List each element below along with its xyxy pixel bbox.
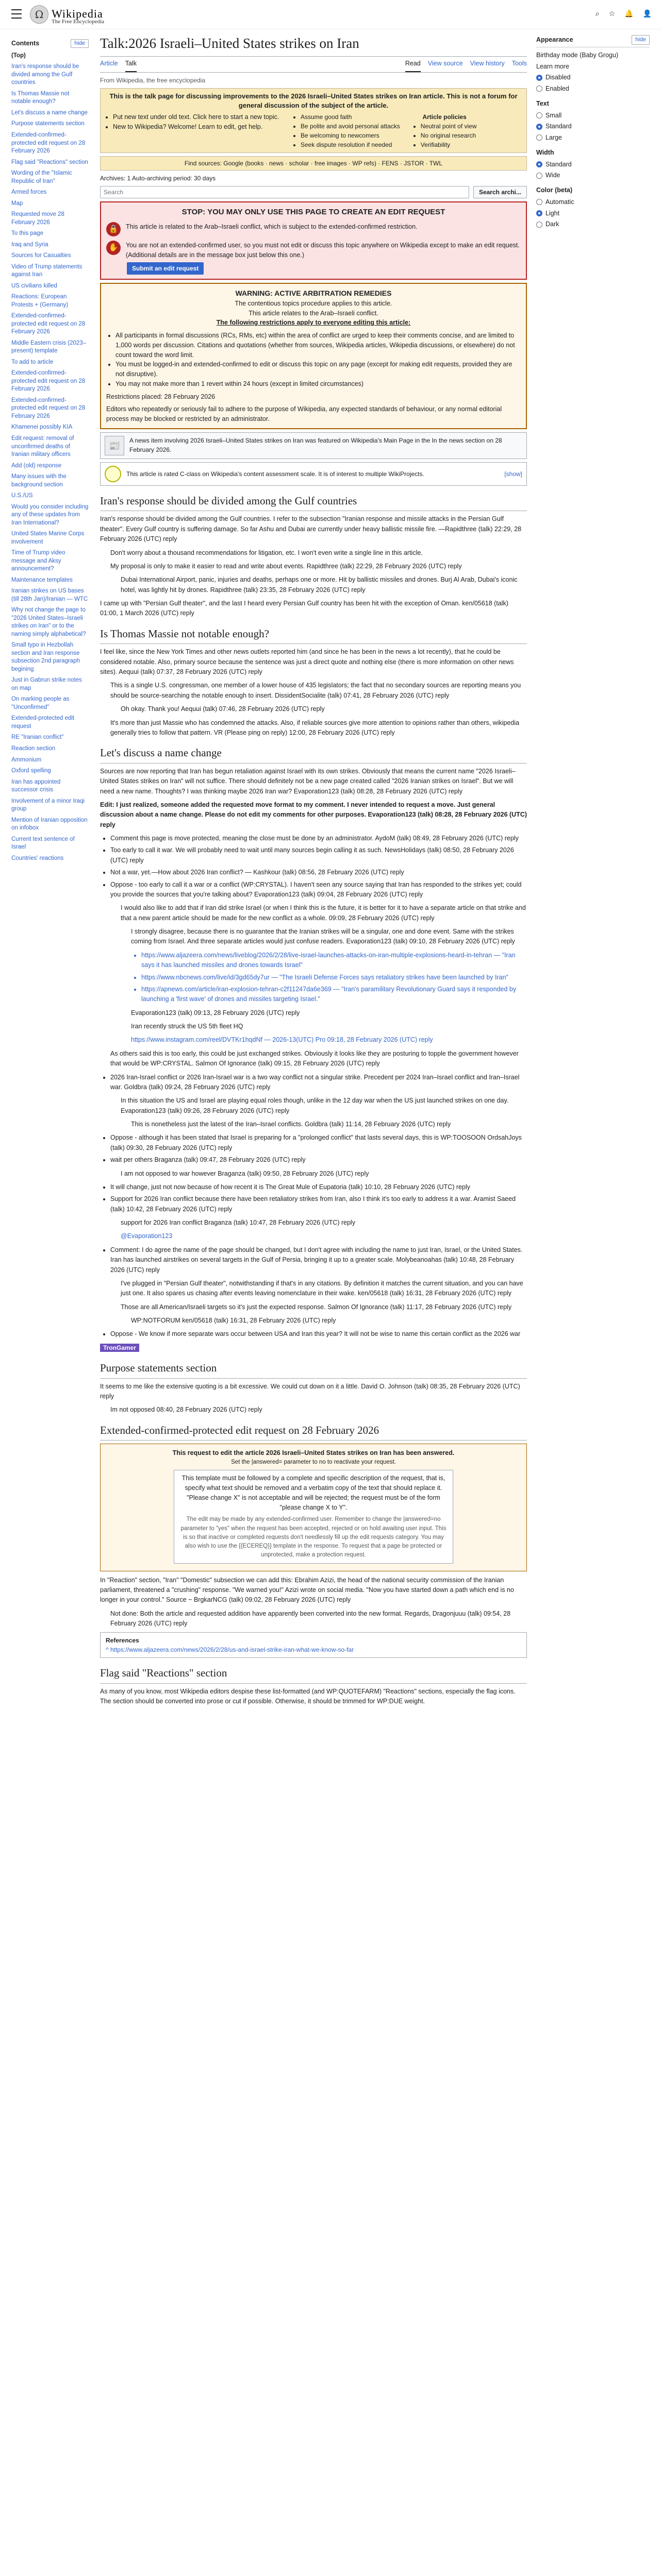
wikipedia-tagline: The Free Encyclopedia bbox=[52, 19, 105, 25]
comment: • It will change, just not now because of how recent it is The Great Mule of Eupatoria (talk) 10:10, 28 February 2026 (UTC) reply bbox=[110, 1182, 527, 1192]
comment: • Oppose - although it has been stated that Israel is preparing for a "prolonged conflict" that lasts several days, this is WP:TOOSOON OrdsahJoys (talk) 09:30, 28 February 2026 (UTC) reply bbox=[110, 1133, 527, 1153]
ecr-line1: This article is related to the Arab–Israeli conflict, which is subject to the extended-confirmed restriction. bbox=[126, 223, 418, 231]
comment: As others said this is too early, this could be just exchanged strikes. Obviously it looks like they are posturing to topple the government however that would be WP:CRYSTAL. Salmon Of Ignorance (talk) 09:15, 28 February 2026 (UTC) reply bbox=[110, 1049, 519, 1067]
policy-link[interactable]: • No original research bbox=[421, 131, 477, 140]
comment[interactable]: https://www.instagram.com/reel/DVTKr1hqdNf — 2026-13(UTC) Pro 09:18, 28 February 2026 (UTC) reply bbox=[131, 1036, 433, 1044]
radio-icon bbox=[536, 134, 542, 141]
toc-item[interactable]: Would you consider including any of these updates from Iran International? bbox=[11, 503, 89, 526]
arb-line2: This article relates to the Arab–Israeli conflict. bbox=[249, 309, 378, 317]
toc-item[interactable]: Reactions: European Protests + (Germany) bbox=[11, 294, 69, 308]
rating-icon bbox=[105, 466, 121, 482]
toc-item[interactable]: Extended-confirmed-protected edit request on 28 February 2026 bbox=[11, 132, 86, 155]
archive-bar bbox=[100, 174, 527, 183]
edit-request-box bbox=[100, 1444, 527, 1571]
arb-bullet: • You must be logged-in and extended-confirmed to edit or discuss this topic on any page (except for making edit requests, provided they are not disruptive). bbox=[115, 360, 521, 379]
talk-guideline[interactable]: • Assume good faith bbox=[301, 112, 400, 122]
rating-show-link[interactable]: [show] bbox=[504, 470, 522, 478]
comment: Oh okay. Thank you! Aequui (talk) 07:46, 28 February 2026 (UTC) reply bbox=[121, 705, 325, 713]
toggle-label: Disabled bbox=[545, 74, 571, 81]
option-label: Dark bbox=[545, 221, 559, 228]
appearance-header bbox=[536, 35, 650, 47]
references-title: References bbox=[106, 1637, 139, 1645]
stop-icon: ✋ bbox=[106, 241, 121, 255]
comment[interactable]: @Evaporation123 bbox=[121, 1232, 173, 1240]
page-tabs bbox=[100, 58, 527, 73]
radio-icon bbox=[536, 210, 542, 216]
toc-item[interactable]: Small typo in Hezbollah section and Iran response subsection 2nd paragraph begining bbox=[11, 642, 80, 672]
toc-title: Contents bbox=[11, 40, 40, 47]
width-section-title: Width bbox=[536, 148, 554, 156]
comment: As many of you know, most Wikipedia editors despise these list-formatted (and WP:QUOTEFARM) "Reactions" sections, especially the flag icons. The section should be converted into prose or cut if possible. Otherwise, it should be trimmed for WP:DUE weight. bbox=[100, 1687, 516, 1705]
color-light-option[interactable] bbox=[536, 209, 650, 218]
radio-icon bbox=[536, 75, 542, 81]
toc-list bbox=[11, 63, 89, 862]
toc-item[interactable]: Oxford spelling bbox=[11, 768, 51, 774]
tab-view-history[interactable]: View history bbox=[470, 59, 505, 67]
comment: Edit: I just realized, someone added the requested move format to my comment. I never intended to request a move. Just general discussion about a name change. Please do not edit my comments for other purposes. Evaporation123 (talk) 08:28, 28 February 2026 (UTC) reply bbox=[100, 801, 527, 828]
comment: In this situation the US and Israel are playing equal roles though, unlike in the 12 day war when the US just launched strikes on one day. Evaporation123 (talk) 09:26, 28 February 2026 (UTC) reply bbox=[121, 1097, 509, 1114]
toc-item[interactable]: Time of Trump video message and Aksy announcement? bbox=[11, 550, 65, 572]
toc-item[interactable]: Flag said "Reactions" section bbox=[11, 159, 88, 165]
archive-search bbox=[100, 186, 527, 198]
comment: • Comment this page is move protected, meaning the close must be done by an administrator. AydoM (talk) 08:49, 28 February 2026 (UTC) reply bbox=[110, 834, 527, 843]
toc-item[interactable]: Iran's response should be divided among the Gulf countries bbox=[11, 63, 79, 86]
wikipedia-wordmark[interactable]: Wikipedia bbox=[52, 7, 103, 20]
toc-item[interactable]: Countries' reactions bbox=[11, 855, 64, 861]
rating-text: This article is rated C-class on Wikipedia's content assessment scale. It is of interest to multiple WikiProjects. bbox=[126, 470, 424, 478]
source-link[interactable]: • https://apnews.com/article/iran-explosion-tehran-c2f11247da6e369 — "Iran's paramilitary Revolutionary Guard says it responded by launching a 'first wave' of drones and missiles targeting Israel." bbox=[141, 985, 527, 1005]
comment: Sources are now reporting that Iran has begun retaliation against Israel with its own strikes. Obviously that means the current name "2026 Israeli–United States strikes on Iran" will not suffice. There should definitely not be a new page created called "2026 Iranian strikes on Israel". But we will need a new name. Thoughts? I was thinking maybe 2026 Iran war? Evaporation123 (talk) 08:28, 28 February 2026 (UTC) reply bbox=[100, 767, 516, 795]
toc-item[interactable]: Middle Eastern crisis (2023–present) template bbox=[11, 340, 87, 354]
arb-line1: The contentious topics procedure applies to this article. bbox=[235, 299, 392, 307]
tab-tools[interactable]: Tools bbox=[511, 59, 527, 67]
toc-item[interactable]: Extended-protected edit request bbox=[11, 715, 75, 730]
width-standard-option[interactable] bbox=[536, 160, 650, 170]
comment: Not done: Both the article and requested addition have apparently been converted into the new format. Regards, Dragonjuuu (talk) 09:54, 28 February 2026 (UTC) reply bbox=[110, 1609, 511, 1627]
comment: • 2026 Iran-Israel conflict or 2026 Iran-Israel war is a two way conflict not a singular strike. Precedent per 2024 Iran–Israel conflict and Iran–Israel war. Goldbra (talk) 09:24, 28 February 2026 (UTC) reply bbox=[110, 1073, 527, 1093]
radio-icon bbox=[536, 199, 542, 205]
birthday-mode-label: Birthday mode (Baby Grogu) bbox=[536, 51, 619, 59]
tab-talk[interactable]: Talk bbox=[125, 59, 137, 72]
talk-guideline[interactable]: • Be polite and avoid personal attacks bbox=[301, 122, 400, 131]
arb-restrictions: Restrictions placed: 28 February 2026 bbox=[106, 393, 216, 400]
option-label: Large bbox=[545, 134, 562, 141]
comment: Iran recently struck the US 5th fleet HQ bbox=[131, 1023, 243, 1030]
toc-item[interactable]: Iraq and Syria bbox=[11, 241, 48, 248]
policies-title: Article policies bbox=[422, 113, 467, 121]
notifications-icon[interactable]: 🔔 bbox=[624, 9, 634, 18]
text-section-title: Text bbox=[536, 99, 549, 107]
toc-item[interactable]: Khamenei possibly KIA bbox=[11, 424, 73, 431]
toc-item[interactable]: Reaction section bbox=[11, 745, 56, 752]
toc-item[interactable]: Purpose statements section bbox=[11, 121, 85, 127]
section-heading: Flag said "Reactions" section bbox=[100, 1665, 527, 1684]
toc-item[interactable]: Involvement of a minor Iraqi group bbox=[11, 798, 85, 812]
toc-item[interactable]: Ammonium bbox=[11, 756, 42, 763]
talk-guideline[interactable]: • Seek dispute resolution if needed bbox=[301, 140, 400, 149]
toc-item[interactable]: Let's discuss a name change bbox=[11, 109, 88, 116]
learn-more-link[interactable]: Learn more bbox=[536, 62, 569, 70]
radio-icon bbox=[536, 173, 542, 179]
comment: My proposal is only to make it easier to read and write about events. Rapidthree (talk) 22:29, 28 February 2026 (UTC) reply bbox=[110, 562, 462, 570]
ecr-notice bbox=[100, 201, 527, 280]
lock-icon: 🔒 bbox=[106, 222, 121, 236]
table-of-contents bbox=[11, 39, 89, 866]
comment: I came up with "Persian Gulf theater", and the last I heard every Persian Gulf country has been hit with the exception of Oman. ken/05618 (talk) 01:00, 1 March 2026 (UTC) reply bbox=[100, 600, 508, 617]
width-wide-option[interactable] bbox=[536, 171, 650, 180]
color-section-title: Color (beta) bbox=[536, 187, 573, 194]
arb-bullet: • You may not make more than 1 revert within 24 hours (except in limited circumstances) bbox=[115, 379, 521, 389]
option-label: Wide bbox=[545, 172, 560, 179]
toc-item[interactable]: Iranian strikes on US bases (till 28th Jan)/Iranian — WTC bbox=[11, 588, 88, 602]
comment: • wait per others Braganza (talk) 09:47, 28 February 2026 (UTC) reply bbox=[110, 1155, 527, 1165]
appearance-hide-button[interactable]: hide bbox=[632, 35, 650, 45]
submit-edit-request-button[interactable]: Submit an edit request bbox=[127, 262, 204, 275]
toggle-enabled[interactable] bbox=[536, 84, 650, 94]
comment: I feel like, since the New York Times and other news outlets reported him (and since he has been in the news a lot recently), that he could be considered notable. Also, primary source because the sentence was just a direct quote and nothing else (there is more information on other news sites). Aequui (talk) 07:37, 28 February 2026 (UTC) reply bbox=[100, 648, 514, 675]
comment: WP:NOTFORUM ken/05618 (talk) 16:31, 28 February 2026 (UTC) reply bbox=[131, 1317, 336, 1324]
comment: • Comment: I do agree the name of the page should be changed, but I don't agree with including the name to just Iran, Israel, or the United States. Iran has launched airstrikes on several targets in the Gulf of Persia, bringing it up to a greater scale. Molybeanoahas (talk) 10:48, 28 February 2026 (UTC) reply bbox=[110, 1245, 527, 1275]
option-label: Small bbox=[545, 111, 562, 119]
news-notice bbox=[100, 432, 527, 459]
toc-item[interactable]: Current text sentence of Israel bbox=[11, 836, 75, 851]
archive-search-button[interactable]: Search archi... bbox=[473, 186, 527, 198]
toggle-label: Enabled bbox=[545, 85, 569, 92]
site-header bbox=[0, 0, 662, 29]
talk-guideline[interactable]: • Be welcoming to newcomers bbox=[301, 131, 400, 140]
reference-link[interactable]: ^ https://www.aljazeera.com/news/2026/2/28/us-and-israel-strike-iran-what-we-know-so-far bbox=[106, 1646, 354, 1654]
comment: It's more than just Massie who has condemned the attacks. Also, if reliable sources give more attention to opinions rather than others, wikipedia generally tries to follow that pattern. VR (Please ping on reply) 12:00, 28 February 2026 (UTC) reply bbox=[110, 719, 520, 736]
tab-view-source[interactable]: View source bbox=[427, 59, 463, 67]
arb-footer: Editors who repeatedly or seriously fail to adhere to the purpose of Wikipedia, any expected standards of behaviour, or any normal editorial process may be blocked or restricted by an administrator. bbox=[106, 405, 502, 423]
comment: • Oppose - We know if more separate wars occur between USA and Iran this year? It will not be wise to name this certain conflict as the 2026 war bbox=[110, 1329, 527, 1339]
talk-bullet[interactable]: • New to Wikipedia? Welcome! Learn to edit, get help. bbox=[113, 122, 290, 132]
toc-item[interactable]: Extended-confirmed-protected edit request on 28 February 2026 bbox=[11, 313, 86, 335]
toc-item-top[interactable]: (Top) bbox=[11, 52, 26, 59]
rating-notice bbox=[100, 462, 527, 486]
edit-request-notice bbox=[174, 1470, 453, 1563]
comment: Dubai International Airport, panic, injuries and deaths, perhaps one or more. Hit by ballistic missiles and drones. Burj Al Arab, Dubai's iconic hotel, was lightly hit by drones. Rapidthree (talk) 23:35, 28 February 2026 (UTC) reply bbox=[121, 576, 518, 594]
main-menu-icon[interactable] bbox=[11, 9, 22, 19]
radio-icon bbox=[536, 86, 542, 92]
section-heading: Purpose statements section bbox=[100, 1360, 527, 1379]
edit-request-sub: Set the |answered= parameter to no to reactivate your request. bbox=[231, 1459, 396, 1465]
option-label: Light bbox=[545, 209, 560, 217]
comment: • Oppose - too early to call it a war or a conflict (WP:CRYSTAL). I haven't seen any source saying that Iran has responded to the strikes yet; could you provide the sources that you're talking about? Evaporation123 (talk) 09:04, 28 February 2026 (UTC) reply bbox=[110, 880, 527, 900]
toc-item[interactable]: U.S./US bbox=[11, 493, 33, 499]
archives-info[interactable]: Archives: 1 Auto-archiving period: 30 days bbox=[100, 174, 216, 182]
comment: Evaporation123 (talk) 09:13, 28 February 2026 (UTC) reply bbox=[131, 1009, 300, 1016]
section-heading: Let's discuss a name change bbox=[100, 745, 527, 764]
toc-item[interactable]: Is Thomas Massie not notable enough? bbox=[11, 90, 70, 105]
toc-item[interactable]: Many issues with the background section bbox=[11, 473, 67, 488]
comment: In "Reaction" section, "Iran" "Domestic" subsection we can add this: Ebrahim Azizi, the head of the national security commission of the Iranian parliament, threatened a "crushing" response. "We warned you!" Azizi wrote on social media. "Now you have started down a path which end is no longer in your control." Source ~ BrgkarNCG (talk) 09:02, 28 February 2026 (UTC) reply bbox=[100, 1576, 514, 1604]
comment: I've plugged in "Persian Gulf theater", notwithstanding if that's in any citations. By definition it matches the current situation, and you can have just one. It also spares us chasing after events leaving nomenclature in their wake. ken/05618 (talk) 16:31, 28 February 2026 (UTC) reply bbox=[121, 1279, 523, 1297]
comment: Iran's response should be divided among the Gulf countries. I refer to the subsection "Iranian response and missile attacks in the Persian Gulf theater". Every Gulf country is suffering damage. So far Ashu and Dubai are currently under heavy ballistic missile fire. —Rapidthree (talk) 22:29, 28 February 2026 (UTC) reply bbox=[100, 515, 522, 543]
edit-request-note: This template must be followed by a complete and specific description of the request, that is, specify what text should be removed and a verbatim copy of the text that should replace it. "Please change X" is not acceptable and will be rejected; the request must be of the form "please change X to Y". bbox=[181, 1475, 445, 1511]
color-automatic-option[interactable] bbox=[536, 197, 650, 207]
toc-item[interactable]: Extended-confirmed-protected edit request on 28 February 2026 bbox=[11, 397, 86, 419]
arb-line3: The following restrictions apply to everyone editing this article: bbox=[216, 319, 411, 327]
text-standard-option[interactable] bbox=[536, 122, 650, 131]
color-dark-option[interactable] bbox=[536, 219, 650, 229]
toc-hide-button[interactable]: hide bbox=[71, 39, 89, 48]
page-title: Talk:2026 Israeli–United States strikes on Iran bbox=[100, 33, 527, 57]
comment: This is a single U.S. congressman, one member of a lower house of 435 legislators; the fact that no secondary sources are reporting means you should be source-searching the notable enough to insert. DissidentSocialite (talk) 07:41, 28 February 2026 (UTC) reply bbox=[110, 682, 521, 699]
toc-item[interactable]: Map bbox=[11, 200, 23, 207]
watchlist-icon[interactable]: ☆ bbox=[608, 9, 616, 18]
section-heading: Extended-confirmed-protected edit request on 28 February 2026 bbox=[100, 1422, 527, 1441]
arb-bullet: • All participants in formal discussions (RCs, RMs, etc) within the area of conflict are urged to keep their comments concise, and are limited to 1,000 words per discussion. Citations and quotations (whether from sources, Wikipedia articles, Wikipedia discussions, or elsewhere) do not count toward the word limit. bbox=[115, 331, 521, 360]
toc-item[interactable]: Add (old) response bbox=[11, 462, 62, 469]
toggle-disabled[interactable] bbox=[536, 73, 650, 82]
comment: • Too early to call it war. We will probably need to wait until many sources begin calling it as such. NewsHolidays (talk) 08:50, 28 February 2026 (UTC) reply bbox=[110, 845, 527, 866]
user-signature-badge[interactable]: TronGamer bbox=[100, 1344, 139, 1352]
toc-item[interactable]: Mention of Iranian opposition on infobox bbox=[11, 817, 88, 832]
source-link[interactable]: • https://www.nbcnews.com/live/id/3gd65dy7ur — "The Israeli Defense Forces says retaliatory strikes have been launched by Iran" bbox=[141, 973, 527, 982]
policy-link[interactable]: • Verifiability bbox=[421, 140, 477, 149]
comment: support for 2026 Iran conflict Braganza (talk) 10:47, 28 February 2026 (UTC) reply bbox=[121, 1219, 356, 1226]
talk-header bbox=[100, 88, 527, 153]
toc-item[interactable]: Video of Trump statements against Iran bbox=[11, 263, 82, 278]
toc-item[interactable]: US civilians killed bbox=[11, 282, 57, 289]
tab-read[interactable]: Read bbox=[405, 59, 421, 72]
toc-item[interactable]: Requested move 28 February 2026 bbox=[11, 211, 64, 226]
comment: Those are all American/Israeli targets so it's just the expected response. Salmon Of Ignorance (talk) 11:17, 28 February 2026 (UTC) reply bbox=[121, 1303, 512, 1311]
comment: Don't worry about a thousand recommendations for litigation, etc. I won't even write a single line in this article. bbox=[110, 549, 423, 556]
toc-item[interactable]: Iran has appointed successor crisis bbox=[11, 778, 61, 793]
toc-item[interactable]: Just in Gabrun strike notes on map bbox=[11, 677, 82, 691]
tab-article[interactable]: Article bbox=[100, 59, 118, 67]
text-large-option[interactable] bbox=[536, 133, 650, 143]
news-icon: 📰 bbox=[105, 436, 124, 455]
comment: It seems to me like the extensive quoting is a bit excessive. We could cut down on it a little. David O. Johnson (talk) 08:35, 28 February 2026 (UTC) reply bbox=[100, 1382, 520, 1400]
article-policies bbox=[412, 112, 477, 149]
archive-search-input[interactable]: Search bbox=[100, 186, 469, 198]
section-heading: Iran's response should be divided among the Gulf countries bbox=[100, 493, 527, 512]
toc-item[interactable]: Edit request: removal of unconfirmed deaths of Iranian military officers bbox=[11, 435, 74, 458]
radio-icon bbox=[536, 161, 542, 167]
appearance-panel bbox=[536, 35, 650, 231]
toc-header bbox=[11, 39, 89, 48]
comment: I am not opposed to war however Braganza (talk) 09:50, 28 February 2026 (UTC) reply bbox=[121, 1170, 369, 1177]
radio-icon bbox=[536, 222, 542, 228]
comment: This is nonetheless just the latest of the Iran–Israel conflicts. Goldbra (talk) 11:14, 28 February 2026 (UTC) reply bbox=[131, 1121, 451, 1128]
option-label: Standard bbox=[545, 123, 572, 130]
toc-item[interactable]: Wording of the "Islamic Republic of Iran" bbox=[11, 170, 72, 184]
option-label: Automatic bbox=[545, 198, 574, 206]
appearance-title: Appearance bbox=[536, 36, 573, 43]
comment: I would also like to add that if Iran did strike Israel (or when I think this is the future, it is better for it to have a separate article on that strike and that a new parent article should be made for the new conflict as a whole. 09:09, 28 February 2026 (UTC) reply bbox=[121, 904, 526, 922]
edit-request-note-2: The edit may be made by any extended-confirmed user. Remember to change the |answered=no parameter to "yes" when the request has been accepted, rejected or on hold awaiting user input. This is so that inactive or completed requests don't needlessly fill up the edit requests category. You may also wish to use the {{ECEREQ}} template in the response. To request that a page be protected or unprotected, make a protection request. bbox=[180, 1516, 446, 1558]
find-sources[interactable]: Find sources: Google (books · news · scholar · free images · WP refs) · FENS · JSTOR · TWL bbox=[100, 156, 527, 171]
talk-bullet[interactable]: • Put new text under old text. Click here to start a new topic. bbox=[113, 112, 290, 122]
toc-item[interactable]: Sources for Casualties bbox=[11, 252, 71, 259]
main-content bbox=[100, 29, 527, 1710]
toc-item[interactable]: Why not change the page to "2026 United States–Israeli strikes on Iran" or to the naming simply alphabetical? bbox=[11, 607, 86, 637]
toc-item[interactable]: To this page bbox=[11, 230, 44, 237]
toc-item[interactable]: On marking people as "Unconfirmed" bbox=[11, 696, 70, 710]
ecr-line2: You are not an extended-confirmed user, so you must not edit or discuss this topic anywhere on Wikipedia except to make an edit request. (Additional details are in the message box just below this one.) bbox=[126, 242, 520, 259]
header-icons bbox=[595, 8, 652, 19]
ecr-title: STOP: YOU MAY ONLY USE THIS PAGE TO CREATE AN EDIT REQUEST bbox=[181, 207, 445, 216]
news-text: A news item involving 2026 Israeli–United States strikes on Iran was featured on Wikipedia's Main Page in the In the news section on 28 February 2026. bbox=[129, 436, 502, 453]
radio-icon bbox=[536, 112, 542, 118]
toc-item[interactable]: United States Marine Corps involvement bbox=[11, 531, 85, 545]
policy-link[interactable]: • Neutral point of view bbox=[421, 122, 477, 131]
section-heading: Is Thomas Massie not notable enough? bbox=[100, 626, 527, 645]
references-box bbox=[100, 1632, 527, 1658]
search-icon[interactable]: ⌕ bbox=[595, 9, 600, 18]
toc-item[interactable]: Armed forces bbox=[11, 189, 47, 196]
from-wikipedia: From Wikipedia, the free encyclopedia bbox=[100, 76, 206, 84]
edit-request-title: This request to edit the article 2026 Israeli–United States strikes on Iran has been answered. bbox=[172, 1449, 455, 1457]
wikipedia-globe-logo[interactable]: Ω bbox=[30, 5, 48, 24]
user-icon[interactable]: 👤 bbox=[642, 9, 652, 18]
radio-icon bbox=[536, 124, 542, 130]
toc-item[interactable]: To add to article bbox=[11, 359, 54, 365]
comment: • Support for 2026 Iran conflict because there have been retaliatory strikes from Iran, also I think it's too early to address it a war. Aramist Saeed (talk) 10:42, 28 February 2026 (UTC) reply bbox=[110, 1194, 527, 1214]
toc-item[interactable]: Extended-confirmed-protected edit request on 28 February 2026 bbox=[11, 370, 86, 393]
talk-notice: This is the talk page for discussing improvements to the 2026 Israeli–United States strikes on Iran article. This is not a forum for general discussion of the subject of the article. bbox=[109, 92, 518, 109]
comment: • Not a war, yet.—How about 2026 Iran conflict? — Kashkour (talk) 08:56, 28 February 2026 (UTC) reply bbox=[110, 868, 527, 877]
comment: Im not opposed 08:40, 28 February 2026 (UTC) reply bbox=[110, 1406, 262, 1414]
toc-item[interactable]: Maintenance templates bbox=[11, 577, 73, 583]
text-small-option[interactable] bbox=[536, 111, 650, 121]
toc-item[interactable]: RE "Iranian conflict" bbox=[11, 734, 64, 741]
option-label: Standard bbox=[545, 160, 572, 168]
source-link[interactable]: • https://www.aljazeera.com/news/liveblog/2026/2/28/live-israel-launches-attacks-on-iran-multiple-explosions-heard-in-tehran — "Iran says it has launched missiles and drones towards Israel" bbox=[141, 951, 527, 971]
arb-title: WARNING: ACTIVE ARBITRATION REMEDIES bbox=[235, 289, 392, 297]
arbitration-notice bbox=[100, 283, 527, 429]
comment: I strongly disagree, because there is no guarantee that the Iranian strikes will be a singular, one and done event. Same with the strikes coming from Israel. And three separate articles would just confuse readers. Evaporation123 (talk) 09:10, 28 February 2026 (UTC) reply bbox=[131, 928, 515, 945]
